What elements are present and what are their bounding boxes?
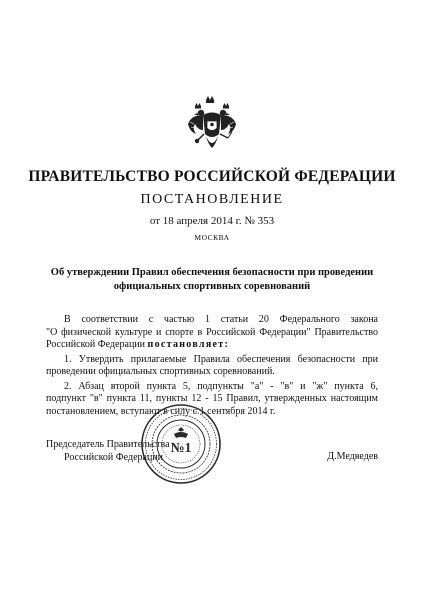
subject-line-1: Об утверждении Правил обеспечения безопасности при проведении	[50, 267, 374, 278]
paragraph-2-line-2: проведении официальных спортивных соревнований.	[46, 366, 275, 377]
signatory-position-line-1: Председатель Правительства	[46, 439, 170, 450]
paragraph-1-line-3	[46, 339, 378, 352]
official-seal-icon	[140, 403, 222, 485]
paragraph-2-line-1: 1. Утвердить прилагаемые Правила обеспечения безопасности при	[64, 353, 378, 365]
document-subject	[40, 266, 384, 294]
government-title: ПРАВИТЕЛЬСТВО РОССИЙСКОЙ ФЕДЕРАЦИИ	[28, 168, 396, 185]
paragraph-1-line-2: "О физической культуре и спорте в Российской Федерации" Правительство	[46, 326, 378, 338]
paragraph-3-line-2: подпункт "в" пункта 11, пункты 12 - 15 Правил, утвержденных настоящим	[46, 393, 378, 404]
paragraph-1-line-1: В соответствии с частью 1 статьи 20 Федерального закона	[64, 314, 378, 325]
document-place: МОСКВА	[194, 233, 230, 242]
resolves-keyword: постановляет:	[147, 339, 230, 350]
paragraph-1-line-3-text: Российской Федерации	[46, 339, 146, 350]
document-date-number: от 18 апреля 2014 г. № 353	[149, 215, 275, 227]
signatory-name: Д.Медведев	[327, 451, 378, 462]
paragraph-3-line-3: постановлением, вступают в силу с 1 сентября 2014 г.	[46, 405, 276, 417]
double-headed-eagle-emblem-icon	[186, 94, 238, 154]
document-type: ПОСТАНОВЛЕНИЕ	[140, 192, 284, 207]
seal-number: №1	[170, 441, 192, 456]
paragraph-3-line-1: 2. Абзац второй пункта 5, подпункты "а" - "в" и "ж" пункта 6,	[64, 380, 378, 392]
signatory-position-line-2: Российской Федерации	[64, 452, 164, 463]
subject-line-2: официальных спортивных соревнований	[113, 281, 311, 292]
